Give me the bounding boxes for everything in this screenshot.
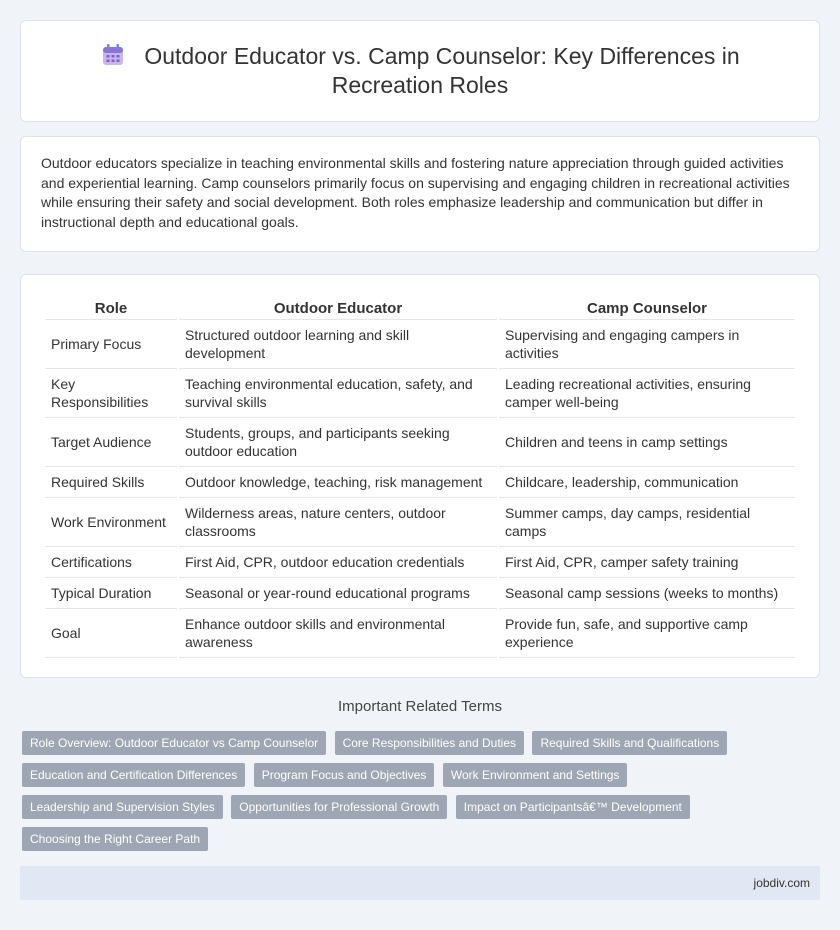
page-title-text: Outdoor Educator vs. Camp Counselor: Key Differences in Recreation Roles [144,43,740,98]
row-label: Target Audience [45,418,177,467]
footer-site-link[interactable]: jobdiv.com [753,876,810,890]
related-tag[interactable]: Role Overview: Outdoor Educator vs Camp Counselor [22,731,326,755]
row-label: Certifications [45,547,177,578]
related-tag[interactable]: Impact on Participantsâ€™ Development [456,795,690,819]
camp-counselor-cell: Supervising and engaging campers in activities [499,320,795,369]
outdoor-educator-cell: Structured outdoor learning and skill development [179,320,497,369]
comparison-table [43,295,797,658]
related-terms-list [22,731,822,859]
page-title [70,42,770,100]
camp-counselor-cell: Childcare, leadership, communication [499,467,795,498]
intro-card [20,136,820,252]
table-row [45,467,795,498]
outdoor-educator-cell: First Aid, CPR, outdoor education credentials [179,547,497,578]
row-label: Primary Focus [45,320,177,369]
header-outdoor-educator: Outdoor Educator [179,295,497,320]
row-label: Work Environment [45,498,177,547]
camp-counselor-cell: Seasonal camp sessions (weeks to months) [499,578,795,609]
camp-counselor-cell: Leading recreational activities, ensuring camper well-being [499,369,795,418]
row-label: Goal [45,609,177,658]
related-tag[interactable]: Work Environment and Settings [443,763,628,787]
header-role: Role [45,295,177,320]
camp-counselor-cell: Summer camps, day camps, residential camps [499,498,795,547]
outdoor-educator-cell: Wilderness areas, nature centers, outdoor classrooms [179,498,497,547]
row-label: Typical Duration [45,578,177,609]
row-label: Required Skills [45,467,177,498]
header-card [20,20,820,122]
table-row [45,320,795,369]
table-row [45,578,795,609]
outdoor-educator-cell: Teaching environmental education, safety, and survival skills [179,369,497,418]
table-row [45,498,795,547]
table-row [45,418,795,467]
related-tag[interactable]: Choosing the Right Career Path [22,827,208,851]
table-row [45,609,795,658]
related-tag[interactable]: Core Responsibilities and Duties [335,731,524,755]
related-tag[interactable]: Required Skills and Qualifications [532,731,727,755]
table-header-row [45,295,795,320]
outdoor-educator-cell: Enhance outdoor skills and environmental awareness [179,609,497,658]
row-label: Key Responsibilities [45,369,177,418]
related-tag[interactable]: Education and Certification Differences [22,763,245,787]
outdoor-educator-cell: Students, groups, and participants seeking outdoor education [179,418,497,467]
calendar-icon [100,42,126,68]
comparison-table-card [20,274,820,678]
camp-counselor-cell: First Aid, CPR, camper safety training [499,547,795,578]
table-row [45,369,795,418]
camp-counselor-cell: Provide fun, safe, and supportive camp experience [499,609,795,658]
intro-text: Outdoor educators specialize in teaching environmental skills and fostering nature appreciation through guided activities and experiential learning. Camp counselors primarily focus on supervising and engaging children in recreational activities while ensuring their safety and social development. Both roles emphasize leadership and communication but differ in instructional depth and educational goals. [41,155,790,230]
related-terms-title: Important Related Terms [338,698,502,715]
related-tag[interactable]: Leadership and Supervision Styles [22,795,223,819]
camp-counselor-cell: Children and teens in camp settings [499,418,795,467]
header-camp-counselor: Camp Counselor [499,295,795,320]
outdoor-educator-cell: Outdoor knowledge, teaching, risk management [179,467,497,498]
related-tag[interactable]: Opportunities for Professional Growth [231,795,447,819]
outdoor-educator-cell: Seasonal or year-round educational programs [179,578,497,609]
footer [20,866,820,900]
related-tag[interactable]: Program Focus and Objectives [254,763,435,787]
table-row [45,547,795,578]
